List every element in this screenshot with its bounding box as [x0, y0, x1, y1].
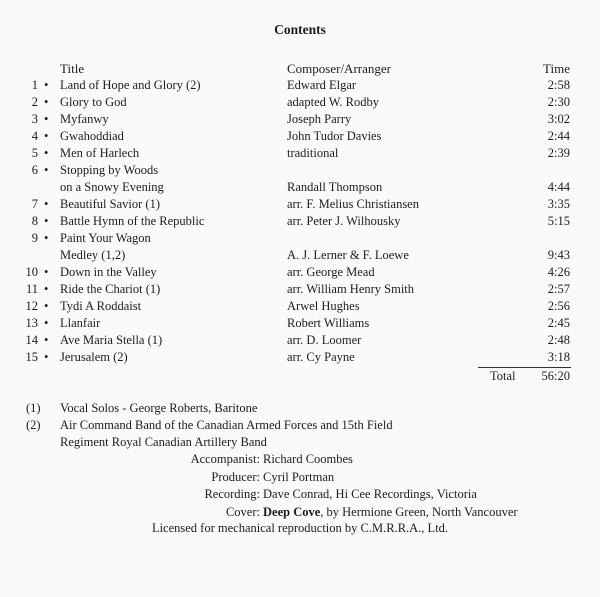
- bullet-icon: •: [44, 197, 49, 211]
- track-time: 9:43: [547, 248, 570, 262]
- track-number: 15: [25, 350, 38, 364]
- credit-cover: [0, 504, 600, 522]
- track-row: [0, 77, 600, 94]
- bullet-icon: •: [44, 78, 49, 92]
- track-title: Jerusalem (2): [60, 350, 128, 364]
- track-composer: arr. William Henry Smith: [287, 282, 415, 296]
- track-number: 7: [31, 197, 38, 211]
- track-row: [0, 349, 600, 366]
- track-row: [0, 332, 600, 349]
- track-number: 1: [31, 78, 38, 92]
- cover-artist: , by Hermione Green, North Vancouver: [320, 504, 518, 519]
- track-row: [0, 230, 600, 247]
- track-time: 2:44: [547, 129, 570, 143]
- track-title: Land of Hope and Glory (2): [60, 78, 201, 92]
- track-row: [0, 128, 600, 145]
- track-composer: arr. F. Melius Christiansen: [287, 197, 419, 211]
- track-title: Men of Harlech: [60, 146, 140, 160]
- track-number: 8: [31, 214, 38, 228]
- track-number: 10: [25, 265, 38, 279]
- footnote: [0, 417, 600, 434]
- track-row: [0, 264, 600, 281]
- track-composer: Joseph Parry: [287, 112, 352, 126]
- track-composer: arr. D. Loomer: [287, 333, 362, 347]
- track-row: [0, 196, 600, 213]
- track-title: Stopping by Woods: [60, 163, 159, 177]
- credit-name: [263, 504, 518, 522]
- credit-accompanist: [0, 451, 600, 469]
- track-time: 2:56: [547, 299, 570, 313]
- credit-role: Cover:: [225, 504, 260, 519]
- track-time: 2:57: [547, 282, 570, 296]
- track-row: [0, 298, 600, 315]
- track-time: 2:58: [547, 78, 570, 92]
- track-time: 4:44: [547, 180, 570, 194]
- track-composer: Arwel Hughes: [287, 299, 360, 313]
- track-title: Battle Hymn of the Republic: [60, 214, 205, 228]
- track-row: [0, 213, 600, 230]
- track-list: [0, 77, 600, 366]
- track-composer: Randall Thompson: [287, 180, 383, 194]
- track-title: Glory to God: [60, 95, 127, 109]
- total-rule: [478, 367, 571, 368]
- track-number: 9: [31, 231, 38, 245]
- credit-name: Dave Conrad, Hi Cee Recordings, Victoria: [263, 487, 477, 501]
- column-header-title: Title: [60, 61, 85, 76]
- footnotes: [0, 400, 600, 451]
- track-time: 2:45: [547, 316, 570, 330]
- footnote: [0, 434, 600, 451]
- bullet-icon: •: [44, 95, 49, 109]
- track-row: [0, 145, 600, 162]
- track-number: 4: [31, 129, 38, 143]
- track-title: Beautiful Savior (1): [60, 197, 160, 211]
- track-row: [0, 162, 600, 179]
- credits: [0, 451, 600, 521]
- footnote-text: Air Command Band of the Canadian Armed Forces and 15th Field: [60, 418, 393, 432]
- track-row: [0, 179, 600, 196]
- track-title: on a Snowy Evening: [60, 180, 164, 194]
- track-row: [0, 315, 600, 332]
- bullet-icon: •: [44, 129, 49, 143]
- footnote-text: Vocal Solos - George Roberts, Baritone: [60, 401, 258, 415]
- cover-artwork-title: Deep Cove: [263, 504, 321, 519]
- bullet-icon: •: [44, 282, 49, 296]
- track-number: 12: [25, 299, 38, 313]
- bullet-icon: •: [44, 350, 49, 364]
- track-number: 13: [25, 316, 38, 330]
- track-title: Medley (1,2): [60, 248, 126, 262]
- track-row: [0, 111, 600, 128]
- credit-name: Richard Coombes: [263, 452, 353, 466]
- track-composer: adapted W. Rodby: [287, 95, 380, 109]
- track-time: 3:35: [547, 197, 570, 211]
- bullet-icon: •: [44, 146, 49, 160]
- column-header-time: Time: [543, 61, 570, 76]
- track-title: Myfanwy: [60, 112, 109, 126]
- track-time: 5:15: [547, 214, 570, 228]
- license-notice: Licensed for mechanical reproduction by C.M.R.R.A., Ltd.: [151, 521, 449, 535]
- track-composer: John Tudor Davies: [287, 129, 382, 143]
- bullet-icon: •: [44, 231, 49, 245]
- bullet-icon: •: [44, 316, 49, 330]
- track-number: 14: [25, 333, 38, 347]
- track-title: Ride the Chariot (1): [60, 282, 161, 296]
- track-time: 2:30: [547, 95, 570, 109]
- bullet-icon: •: [44, 265, 49, 279]
- contents-heading: Contents: [274, 22, 326, 37]
- credit-recording: [0, 486, 600, 504]
- track-title: Llanfair: [60, 316, 101, 330]
- total-time: 56:20: [541, 369, 570, 383]
- track-composer: arr. Cy Payne: [287, 350, 355, 364]
- bullet-icon: •: [44, 333, 49, 347]
- track-time: 4:26: [547, 265, 570, 279]
- track-number: 2: [31, 95, 38, 109]
- track-composer: arr. Peter J. Wilhousky: [287, 214, 401, 228]
- track-number: 11: [25, 282, 38, 296]
- track-time: 3:02: [547, 112, 570, 126]
- track-row: [0, 94, 600, 111]
- bullet-icon: •: [44, 214, 49, 228]
- credit-producer: [0, 469, 600, 487]
- track-title: Ave Maria Stella (1): [60, 333, 163, 347]
- track-time: 3:18: [547, 350, 570, 364]
- footnote: [0, 400, 600, 417]
- track-time: 2:48: [547, 333, 570, 347]
- footnote-marker: (2): [26, 418, 41, 432]
- footnote-text: Regiment Royal Canadian Artillery Band: [60, 435, 267, 449]
- track-composer: Edward Elgar: [287, 78, 357, 92]
- column-header-composer: Composer/Arranger: [287, 61, 391, 76]
- track-row: [0, 281, 600, 298]
- track-title: Gwahoddiad: [60, 129, 124, 143]
- track-composer: Robert Williams: [287, 316, 370, 330]
- track-number: 3: [31, 112, 38, 126]
- credit-name: Cyril Portman: [263, 469, 335, 484]
- track-title: Tydi A Roddaist: [60, 299, 142, 313]
- credit-role: Producer:: [211, 469, 260, 484]
- track-time: 2:39: [547, 146, 570, 160]
- track-title: Down in the Valley: [60, 265, 157, 279]
- bullet-icon: •: [44, 299, 49, 313]
- track-title: Paint Your Wagon: [60, 231, 151, 245]
- credit-role: Accompanist:: [190, 452, 260, 466]
- bullet-icon: •: [44, 163, 49, 177]
- total-label: Total: [490, 369, 516, 383]
- track-number: 6: [31, 163, 38, 177]
- bullet-icon: •: [44, 112, 49, 126]
- track-composer: traditional: [287, 146, 339, 160]
- footnote-marker: (1): [26, 401, 41, 415]
- track-composer: arr. George Mead: [287, 265, 375, 279]
- track-row: [0, 247, 600, 264]
- track-composer: A. J. Lerner & F. Loewe: [287, 248, 409, 262]
- track-number: 5: [31, 146, 38, 160]
- credit-role: Recording:: [204, 487, 260, 501]
